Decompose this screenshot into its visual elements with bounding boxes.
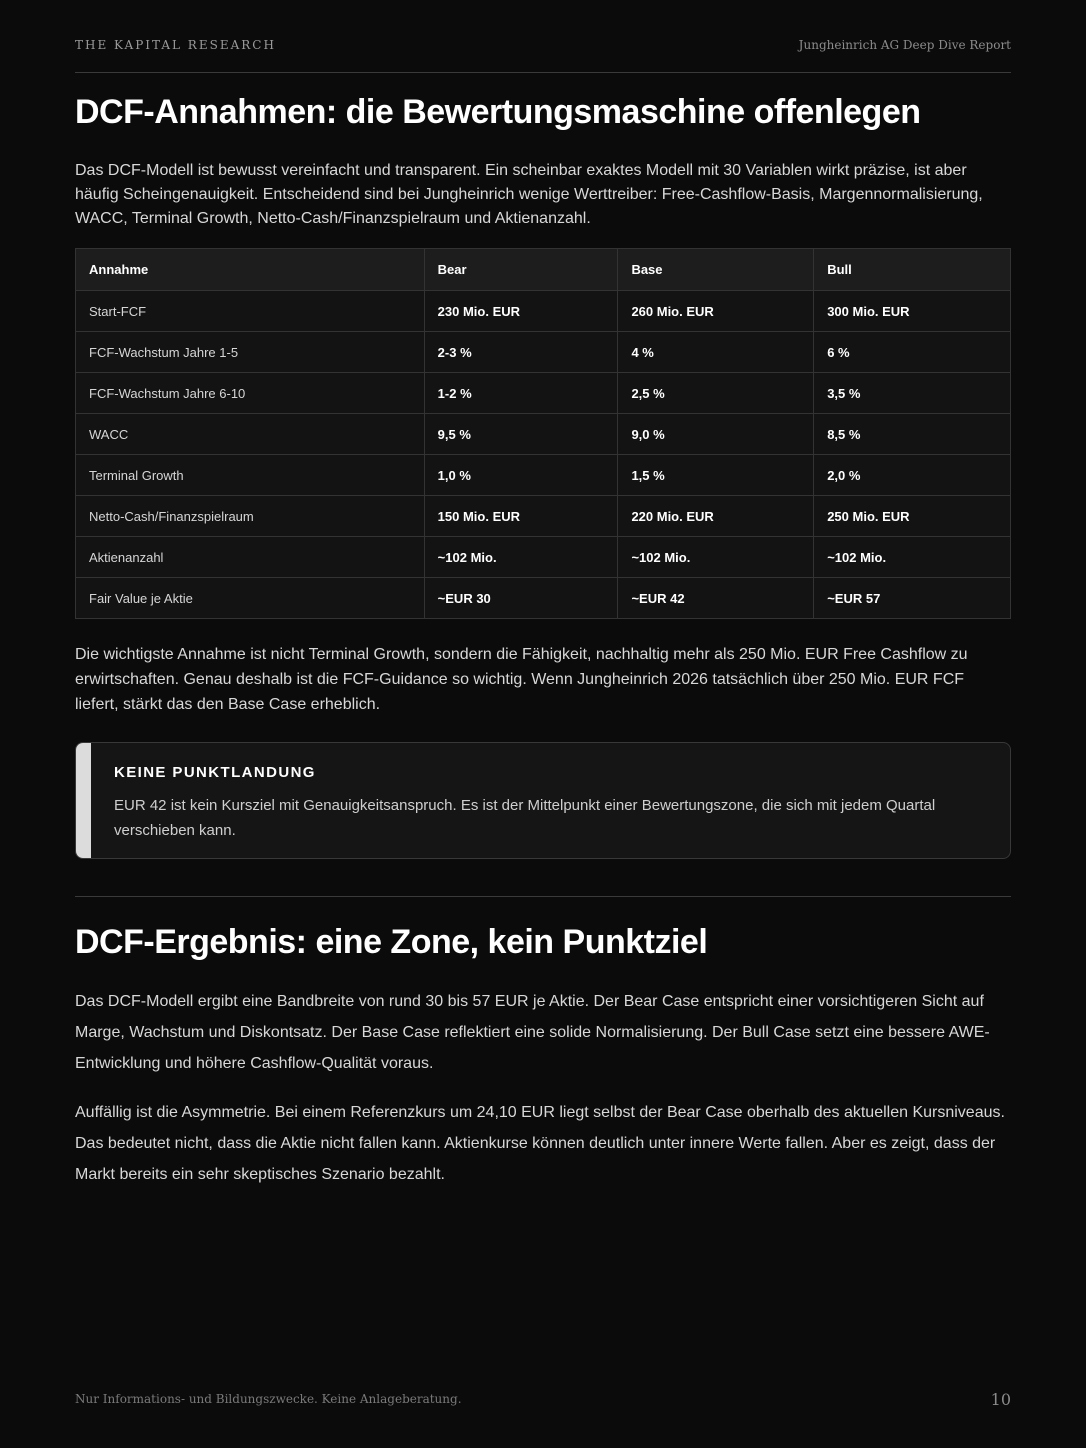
- base-value: 260 Mio. EUR: [618, 291, 814, 332]
- table-row: [76, 414, 1011, 455]
- bear-value: ~EUR 30: [424, 578, 618, 619]
- result-paragraph-range: Das DCF-Modell ergibt eine Bandbreite von rund 30 bis 57 EUR je Aktie. Der Bear Case entspricht einer vorsichtigeren Sicht auf Marge, Wachstum und Diskontsatz. Der Base Case reflektiert eine solide Normalisierung. Der Bull Case setzt eine bessere AWE-Entwicklung und höhere Cashflow-Qualität voraus.: [75, 993, 990, 1072]
- report-page: [75, 0, 1011, 1448]
- report-title: Jungheinrich AG Deep Dive Report: [798, 38, 1011, 52]
- bear-value: 230 Mio. EUR: [424, 291, 618, 332]
- footer-disclaimer: Nur Informations- und Bildungszwecke. Keine Anlageberatung.: [75, 1392, 462, 1406]
- base-value: 2,5 %: [618, 373, 814, 414]
- bull-value: 3,5 %: [814, 373, 1011, 414]
- table-row: [76, 537, 1011, 578]
- result-paragraph-asymmetry: Auffällig ist die Asymmetrie. Bei einem Referenzkurs um 24,10 EUR liegt selbst der Bear Case oberhalb des aktuellen Kursniveaus. Das bedeutet nicht, dass die Aktie nicht fallen kann. Aktienkurse können deutlich unter innere Werte fallen. Aber es zeigt, dass der Markt bereits ein sehr skeptisches Szenario bezahlt.: [75, 1104, 1005, 1183]
- base-value: 9,0 %: [618, 414, 814, 455]
- column-header-bull: Bull: [814, 249, 1011, 291]
- section-title-assumptions: DCF-Annahmen: die Bewertungsmaschine offenlegen: [75, 93, 921, 131]
- bull-value: 2,0 %: [814, 455, 1011, 496]
- table-row: [76, 373, 1011, 414]
- table-header-row: [76, 249, 1011, 291]
- table-row: [76, 578, 1011, 619]
- row-label: Terminal Growth: [76, 455, 425, 496]
- bear-value: 2-3 %: [424, 332, 618, 373]
- table-row: [76, 332, 1011, 373]
- base-value: 1,5 %: [618, 455, 814, 496]
- key-assumption-paragraph: Die wichtigste Annahme ist nicht Terminal Growth, sondern die Fähigkeit, nachhaltig mehr als 250 Mio. EUR Free Cashflow zu erwirtschaften. Genau deshalb ist die FCF-Guidance so wichtig. Wenn Jungheinrich 2026 tatsächlich über 250 Mio. EUR FCF liefert, stärkt das den Base Case erheblich.: [75, 646, 968, 713]
- section-divider: [75, 896, 1011, 897]
- row-label: FCF-Wachstum Jahre 1-5: [76, 332, 425, 373]
- table-row: [76, 455, 1011, 496]
- bear-value: 9,5 %: [424, 414, 618, 455]
- bear-value: ~102 Mio.: [424, 537, 618, 578]
- callout-accent-bar: [76, 743, 91, 859]
- bull-value: 8,5 %: [814, 414, 1011, 455]
- row-label: Fair Value je Aktie: [76, 578, 425, 619]
- bull-value: 300 Mio. EUR: [814, 291, 1011, 332]
- running-header: [75, 38, 1011, 73]
- bear-value: 150 Mio. EUR: [424, 496, 618, 537]
- bull-value: 250 Mio. EUR: [814, 496, 1011, 537]
- column-header-base: Base: [618, 249, 814, 291]
- base-value: 4 %: [618, 332, 814, 373]
- column-header-bear: Bear: [424, 249, 618, 291]
- bear-value: 1,0 %: [424, 455, 618, 496]
- base-value: ~102 Mio.: [618, 537, 814, 578]
- row-label: Start-FCF: [76, 291, 425, 332]
- bull-value: ~EUR 57: [814, 578, 1011, 619]
- bear-value: 1-2 %: [424, 373, 618, 414]
- row-label: Aktienanzahl: [76, 537, 425, 578]
- brand-name: THE KAPITAL RESEARCH: [75, 38, 276, 52]
- table-row: [76, 496, 1011, 537]
- row-label: FCF-Wachstum Jahre 6-10: [76, 373, 425, 414]
- callout-title: KEINE PUNKTLANDUNG: [114, 764, 316, 781]
- row-label: WACC: [76, 414, 425, 455]
- bull-value: ~102 Mio.: [814, 537, 1011, 578]
- column-header-assumption: Annahme: [76, 249, 425, 291]
- page-number: 10: [990, 1390, 1011, 1409]
- callout-text: EUR 42 ist kein Kursziel mit Genauigkeitsanspruch. Es ist der Mittelpunkt einer Bewertungszone, die sich mit jedem Quartal verschieben kann.: [114, 797, 936, 839]
- callout-box: [75, 742, 1011, 859]
- row-label: Netto-Cash/Finanzspielraum: [76, 496, 425, 537]
- bull-value: 6 %: [814, 332, 1011, 373]
- base-value: 220 Mio. EUR: [618, 496, 814, 537]
- dcf-assumptions-table: [75, 248, 1011, 619]
- base-value: ~EUR 42: [618, 578, 814, 619]
- table-row: [76, 291, 1011, 332]
- assumptions-intro: Das DCF-Modell ist bewusst vereinfacht und transparent. Ein scheinbar exaktes Modell mit 30 Variablen wirkt präzise, ist aber häufig Scheingenauigkeit. Entscheidend sind bei Jungheinrich wenige Werttreiber: Free-Cashflow-Basis, Margennormalisierung, WACC, Terminal Growth, Netto-Cash/Finanzspielraum und Aktienanzahl.: [75, 162, 983, 227]
- section-title-result: DCF-Ergebnis: eine Zone, kein Punktziel: [75, 923, 708, 961]
